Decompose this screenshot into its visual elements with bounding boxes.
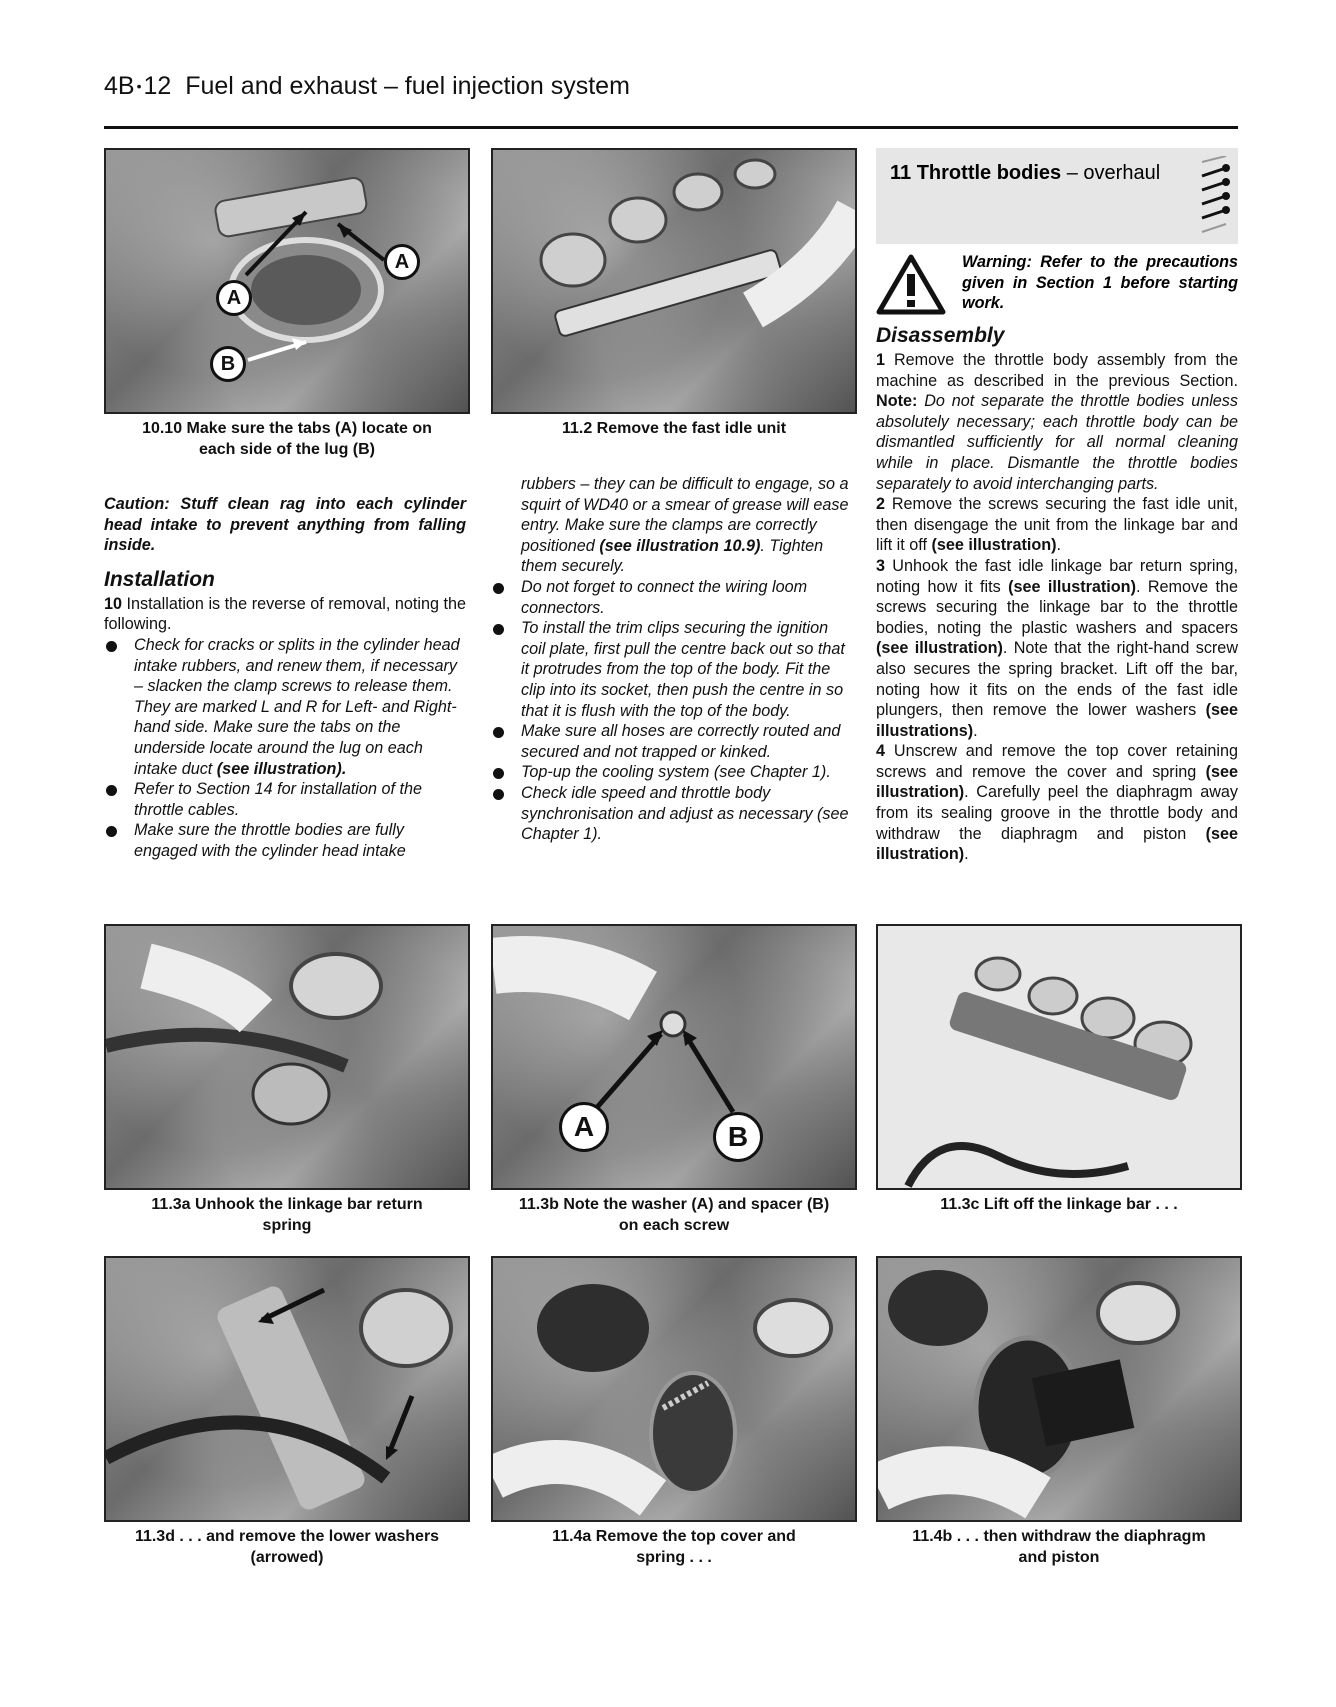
photo-11-3a-shapes bbox=[106, 926, 468, 1188]
see-illustration-ref: (see illustration) bbox=[876, 824, 1238, 864]
callout-b: B bbox=[713, 1112, 763, 1162]
caption-10-10-line1: 10.10 Make sure the tabs (A) locate on bbox=[142, 420, 432, 437]
photo-11-2 bbox=[491, 148, 857, 414]
paragraph-1 bbox=[876, 350, 1238, 494]
caption-11-4b-line2: and piston bbox=[1018, 1549, 1100, 1566]
photo-11-3b bbox=[491, 924, 857, 1190]
continued-text: rubbers – they can be difficult to engage, so a squirt of WD40 or a smear of grease will ease entry. Make sure the clamps are correctly positioned bbox=[521, 475, 849, 555]
list-item: To install the trim clips securing the ignition coil plate, first pull the centre back out so that it protrudes from the top of the body. Fit the clip into its socket, then push the centre in so that it is flush with the top of the body. bbox=[491, 618, 853, 721]
page-number: 12 bbox=[143, 72, 172, 100]
caption-11-3b bbox=[491, 1194, 857, 1236]
list-item: Make sure all hoses are correctly routed and secured and not trapped or kinked. bbox=[491, 721, 853, 762]
paragraph-text: Unhook the fast idle linkage bar return spring, noting how it fits bbox=[876, 556, 1238, 596]
paragraph-text: . Remove the screws securing the linkage bar to the throttle bodies, noting the plastic washers and spacers bbox=[876, 577, 1238, 637]
caption-10-10 bbox=[104, 418, 470, 460]
paragraph-text: . bbox=[1056, 536, 1062, 555]
paragraph-text: Remove the throttle body assembly from the machine as described in the previous Section. bbox=[876, 351, 1239, 390]
caption-11-3a-line2: spring bbox=[262, 1217, 312, 1234]
photo-11-2-shapes bbox=[493, 150, 855, 412]
paragraph-number: 4 bbox=[876, 742, 886, 761]
see-illustration-ref: (see illustration) bbox=[876, 762, 1238, 802]
photo-11-3d bbox=[104, 1256, 470, 1522]
callout-b: B bbox=[210, 346, 246, 382]
photo-11-3c bbox=[876, 924, 1242, 1190]
section-number: 11 bbox=[890, 162, 912, 184]
installation-heading: Installation bbox=[104, 567, 215, 591]
photo-11-3a bbox=[104, 924, 470, 1190]
page-ref: 4B bbox=[104, 72, 135, 100]
list-item: Top-up the cooling system (see Chapter 1). bbox=[491, 762, 853, 783]
caption-11-3c bbox=[876, 1194, 1242, 1215]
column-2 bbox=[491, 474, 853, 845]
warning-text: Warning: Refer to the precautions given in Section 1 before starting work. bbox=[962, 253, 1238, 313]
paragraph-text: . Note that the right-hand screw also secures the spring bracket. Lift off the bar, noting how it fits on the ends of the fast idle plungers, then remove the lower washers bbox=[876, 639, 1239, 720]
photo-10-10-arrows bbox=[106, 150, 468, 412]
warning-triangle-icon bbox=[876, 254, 946, 316]
paragraph-text: Unscrew and remove the top cover retaining screws and remove the cover and spring bbox=[876, 742, 1238, 781]
paragraph-number: 1 bbox=[876, 351, 886, 369]
paragraph-10-number: 10 bbox=[104, 594, 123, 613]
list-item: Do not forget to connect the wiring loom connectors. bbox=[491, 577, 853, 618]
note-label: Note: bbox=[876, 392, 918, 411]
photo-11-4a bbox=[491, 1256, 857, 1522]
installation-bullets-continued bbox=[491, 577, 853, 845]
section-dash: – bbox=[1061, 162, 1084, 184]
paragraph-4 bbox=[876, 741, 1238, 865]
bullet-text: Check for cracks or splits in the cylinder head intake rubbers, and renew them, if necessary – slacken the clamp screws to release them. They are marked L and R for Left- and Right-hand side. Make sure the tabs on the underside locate around the lug on each intake duct bbox=[134, 635, 460, 778]
paragraph-3 bbox=[876, 556, 1238, 741]
callout-a-left: A bbox=[216, 280, 252, 316]
paragraph-number: 3 bbox=[876, 556, 886, 575]
paragraph-10 bbox=[104, 594, 466, 635]
column-3 bbox=[876, 322, 1238, 865]
list-item bbox=[104, 635, 466, 779]
see-illustration-ref: (see illustration) bbox=[1008, 577, 1136, 596]
caption-11-4a-line1: 11.4a Remove the top cover and bbox=[552, 1528, 796, 1545]
continued-paragraph bbox=[491, 474, 853, 577]
column-1 bbox=[104, 494, 466, 862]
paragraph-10-text: Installation is the reverse of removal, noting the following. bbox=[104, 594, 466, 634]
difficulty-spanner-icon bbox=[1198, 156, 1232, 236]
warning-block bbox=[876, 252, 1238, 318]
caption-11-3a bbox=[104, 1194, 470, 1236]
caption-11-3b-line2: on each screw bbox=[618, 1217, 730, 1234]
paragraph-2 bbox=[876, 494, 1238, 556]
section-subtitle: overhaul bbox=[1083, 162, 1161, 184]
caption-11-4a bbox=[491, 1526, 857, 1568]
caption-11-4b-line1: 11.4b . . . then withdraw the diaphragm bbox=[912, 1528, 1206, 1545]
photo-11-3d-arrows bbox=[106, 1258, 468, 1520]
continued-tail: . Tighten them securely. bbox=[521, 536, 824, 576]
caption-11-3c-line1: 11.3c Lift off the linkage bar . . . bbox=[940, 1196, 1178, 1213]
photo-11-3b-arrows bbox=[493, 926, 855, 1188]
photo-11-4a-shapes bbox=[493, 1258, 855, 1520]
section-title bbox=[890, 162, 1160, 185]
paragraph-text: . bbox=[973, 721, 978, 740]
section-header-box bbox=[876, 148, 1238, 244]
see-illustration-ref: (see illustration). bbox=[216, 759, 347, 778]
section-name: Throttle bodies bbox=[916, 162, 1062, 184]
callout-a: A bbox=[559, 1102, 609, 1152]
page-header bbox=[104, 72, 630, 101]
caption-11-3d bbox=[104, 1526, 470, 1568]
paragraph-text: . Carefully peel the diaphragm away from its sealing groove in the throttle body and withdraw the diaphragm and piston bbox=[876, 783, 1238, 843]
see-illustration-ref: (see illustration) bbox=[876, 639, 1003, 658]
caption-11-2-line1: 11.2 Remove the fast idle unit bbox=[561, 420, 787, 437]
caption-11-3d-line1: 11.3d . . . and remove the lower washers bbox=[134, 1528, 440, 1545]
see-illustration-ref: (see illustration 10.9) bbox=[599, 536, 761, 555]
photo-11-4b bbox=[876, 1256, 1242, 1522]
callout-a-right: A bbox=[384, 244, 420, 280]
photo-10-10 bbox=[104, 148, 470, 414]
list-item: Refer to Section 14 for installation of the throttle cables. bbox=[104, 779, 466, 820]
caption-11-2 bbox=[491, 418, 857, 439]
caption-11-4a-line2: spring . . . bbox=[636, 1549, 712, 1566]
photo-11-4b-shapes bbox=[878, 1258, 1240, 1520]
paragraph-number: 2 bbox=[876, 495, 886, 514]
photo-11-3c-shapes bbox=[878, 926, 1240, 1188]
caption-11-4b bbox=[876, 1526, 1242, 1568]
page-title: Fuel and exhaust – fuel injection system bbox=[185, 72, 630, 100]
list-item: Check idle speed and throttle body synchronisation and adjust as necessary (see Chapter 1). bbox=[491, 783, 853, 845]
see-illustration-ref: (see illustrations) bbox=[876, 701, 1238, 740]
installation-bullets bbox=[104, 635, 466, 862]
see-illustration-ref: (see illustration) bbox=[931, 536, 1057, 555]
page-bullet: • bbox=[136, 78, 142, 94]
paragraph-text: . bbox=[964, 845, 969, 864]
disassembly-heading: Disassembly bbox=[876, 324, 1005, 347]
paragraph-text: Remove the screws securing the fast idle unit, then disengage the unit from the linkage bar and lift it off bbox=[876, 495, 1239, 555]
caption-11-3b-line1: 11.3b Note the washer (A) and spacer (B) bbox=[518, 1196, 830, 1213]
caption-10-10-line2: each side of the lug (B) bbox=[198, 441, 375, 458]
caution-note: Caution: Stuff clean rag into each cylinder head intake to prevent anything from falling inside. bbox=[104, 495, 466, 555]
caption-11-3d-line2: (arrowed) bbox=[250, 1549, 324, 1566]
note-text: Do not separate the throttle bodies unless absolutely necessary; each throttle body can be dismantled sufficiently for all normal cleaning while in place. Dismantle the throttle bodies separately to avoid interchanging parts. bbox=[876, 392, 1238, 493]
caption-11-3a-line1: 11.3a Unhook the linkage bar return bbox=[151, 1196, 423, 1213]
header-rule bbox=[104, 126, 1238, 129]
list-item: Make sure the throttle bodies are fully engaged with the cylinder head intake bbox=[104, 820, 466, 861]
